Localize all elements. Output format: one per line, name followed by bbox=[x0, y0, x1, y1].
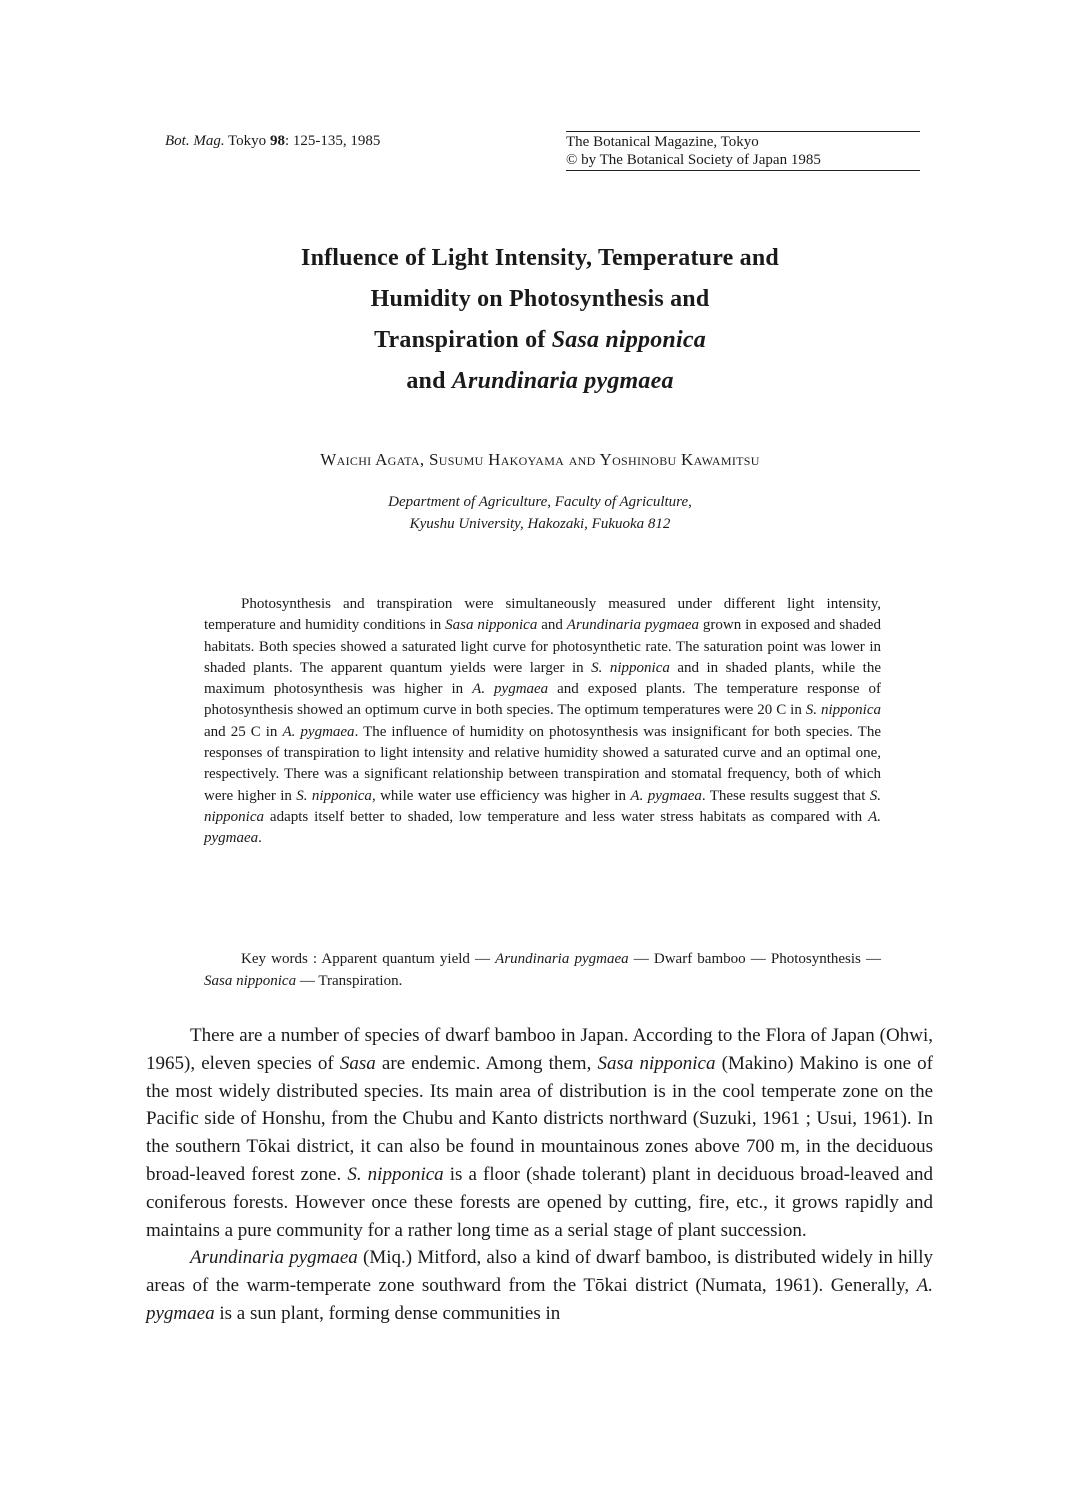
abstract-text: , while water use efficiency was higher in bbox=[371, 787, 631, 804]
affiliation bbox=[150, 491, 930, 535]
affiliation-line-2: Kyushu University, Hakozaki, Fukuoka 812 bbox=[409, 516, 671, 532]
title-line-2: Humidity on Photosynthesis and bbox=[370, 286, 710, 312]
species-name: S. nipponica bbox=[296, 787, 372, 804]
abstract-text: and bbox=[537, 617, 567, 634]
species-name: S. nipponica bbox=[591, 659, 670, 676]
body-text-run: There are a number of species of dwarf bamboo in Japan. According to the Flora of Japan (Ohwi, 1965), eleven species of bbox=[146, 1025, 933, 1074]
body-paragraph-1 bbox=[146, 1022, 933, 1244]
body-text-run: is a floor (shade tolerant) plant in deciduous broad-leaved and coniferous forests. However once these forests are opened by cutting, fire, etc., it grows rapidly and maintains a pure community for a rather long time as a serial stage of plant succession. bbox=[146, 1163, 933, 1241]
keywords-paragraph bbox=[204, 948, 881, 992]
citation-header bbox=[165, 133, 380, 150]
citation-journal: Bot. Mag. bbox=[165, 133, 225, 149]
title-line-1: Influence of Light Intensity, Temperature and bbox=[301, 245, 779, 271]
abstract-text: grown in exposed and shaded habitats. Both species showed a saturated light curve for photosynthetic rate. The saturation point was lower in shaded plants. The apparent quantum yields were larger in bbox=[204, 617, 881, 676]
species-name: A. pygmaea bbox=[630, 787, 702, 804]
keyword-text: Apparent quantum yield — bbox=[321, 951, 496, 967]
body-text-run: (Makino) Makino is one of the most widely distributed species. Its main area of distribution is in the cool temperate zone on the Pacific side of Honshu, from the Chubu and Kanto districts northward (Suzuki, 1961 ; Usui, 1961). In the southern Tōkai district, it can also be found in mountainous zones above 700 m, in the deciduous broad-leaved forest zone. bbox=[146, 1052, 933, 1185]
body-text-run: are endemic. Among them, bbox=[375, 1052, 598, 1074]
abstract-text: . bbox=[258, 830, 262, 847]
body-paragraph-2 bbox=[146, 1244, 933, 1327]
affiliation-line-1: Department of Agriculture, Faculty of Agriculture, bbox=[388, 494, 692, 510]
keyword-text: — Transpiration. bbox=[296, 973, 403, 989]
abstract-text: . These results suggest that bbox=[701, 787, 870, 804]
abstract-text: and in shaded plants, while the maximum photosynthesis was higher in bbox=[204, 659, 881, 698]
citation-volume: 98 bbox=[269, 133, 285, 149]
keywords bbox=[204, 948, 881, 992]
species-name: Sasa nipponica bbox=[597, 1052, 716, 1074]
species-name: Arundinaria pygmaea bbox=[190, 1247, 358, 1269]
title-line-4 bbox=[150, 361, 930, 402]
title-species-1: Sasa nipponica bbox=[551, 327, 706, 353]
species-name: A. pygmaea bbox=[204, 808, 881, 847]
species-name: A. pygmaea bbox=[472, 681, 549, 698]
title-line-3 bbox=[150, 320, 930, 361]
body-text-run: (Miq.) Mitford, also a kind of dwarf bamboo, is distributed widely in hilly areas of the warm-temperate zone southward from the Tōkai district (Numata, 1961). Generally, bbox=[146, 1247, 933, 1297]
abstract-text: and 25 C in bbox=[204, 723, 283, 740]
keyword-species: Arundinaria pygmaea bbox=[495, 951, 629, 967]
species-name: S. nipponica bbox=[347, 1163, 444, 1185]
title-line-3-text: Transpiration of bbox=[374, 327, 552, 353]
magazine-line: The Botanical Magazine, Tokyo bbox=[566, 134, 759, 150]
species-name: S. nipponica bbox=[805, 702, 881, 719]
species-name: S. nipponica bbox=[204, 787, 882, 825]
journal-box bbox=[566, 131, 920, 171]
title-line-4-text: and bbox=[406, 368, 452, 394]
author-list bbox=[150, 450, 930, 470]
abstract-text: Photosynthesis and transpiration were simultaneously measured under different light intensity, temperature and humidity conditions in bbox=[204, 596, 881, 634]
abstract bbox=[204, 594, 881, 850]
species-name: A. pygmaea bbox=[146, 1275, 933, 1324]
body-text bbox=[146, 1022, 933, 1328]
abstract-text: and exposed plants. The temperature response of photosynthesis showed an optimum curve in both species. The optimum temperatures were 20 C in bbox=[204, 681, 881, 719]
keyword-species: Sasa nipponica bbox=[204, 973, 297, 989]
abstract-text: . The influence of humidity on photosynthesis was insignificant for both species. The responses of transpiration to light intensity and relative humidity showed a saturated curve and an optimal one, respectively. There was a significant relationship between transpiration and stomatal frequency, both of which were higher in bbox=[204, 723, 881, 804]
keywords-label: Key words : bbox=[241, 951, 322, 967]
species-name: Arundinaria pygmaea bbox=[566, 617, 700, 634]
authors-text: Waichi Agata, Susumu Hakoyama and Yoshinobu Kawamitsu bbox=[320, 450, 760, 469]
citation-city: Tokyo bbox=[224, 133, 270, 149]
genus-name: Sasa bbox=[339, 1052, 376, 1074]
citation-pages: : 125-135, 1985 bbox=[284, 133, 381, 149]
paper-title bbox=[150, 238, 930, 402]
abstract-text: adapts itself better to shaded, low temperature and less water stress habitats as compared with bbox=[264, 808, 869, 825]
species-name: A. pygmaea bbox=[282, 723, 355, 740]
species-name: Sasa nipponica bbox=[445, 617, 538, 634]
keyword-text: — Dwarf bamboo — Photosynthesis — bbox=[628, 951, 882, 967]
body-text-run: is a sun plant, forming dense communities in bbox=[214, 1302, 561, 1324]
abstract-paragraph bbox=[204, 594, 881, 850]
copyright-line: © by The Botanical Society of Japan 1985 bbox=[566, 152, 821, 168]
title-species-2: Arundinaria pygmaea bbox=[451, 368, 674, 394]
